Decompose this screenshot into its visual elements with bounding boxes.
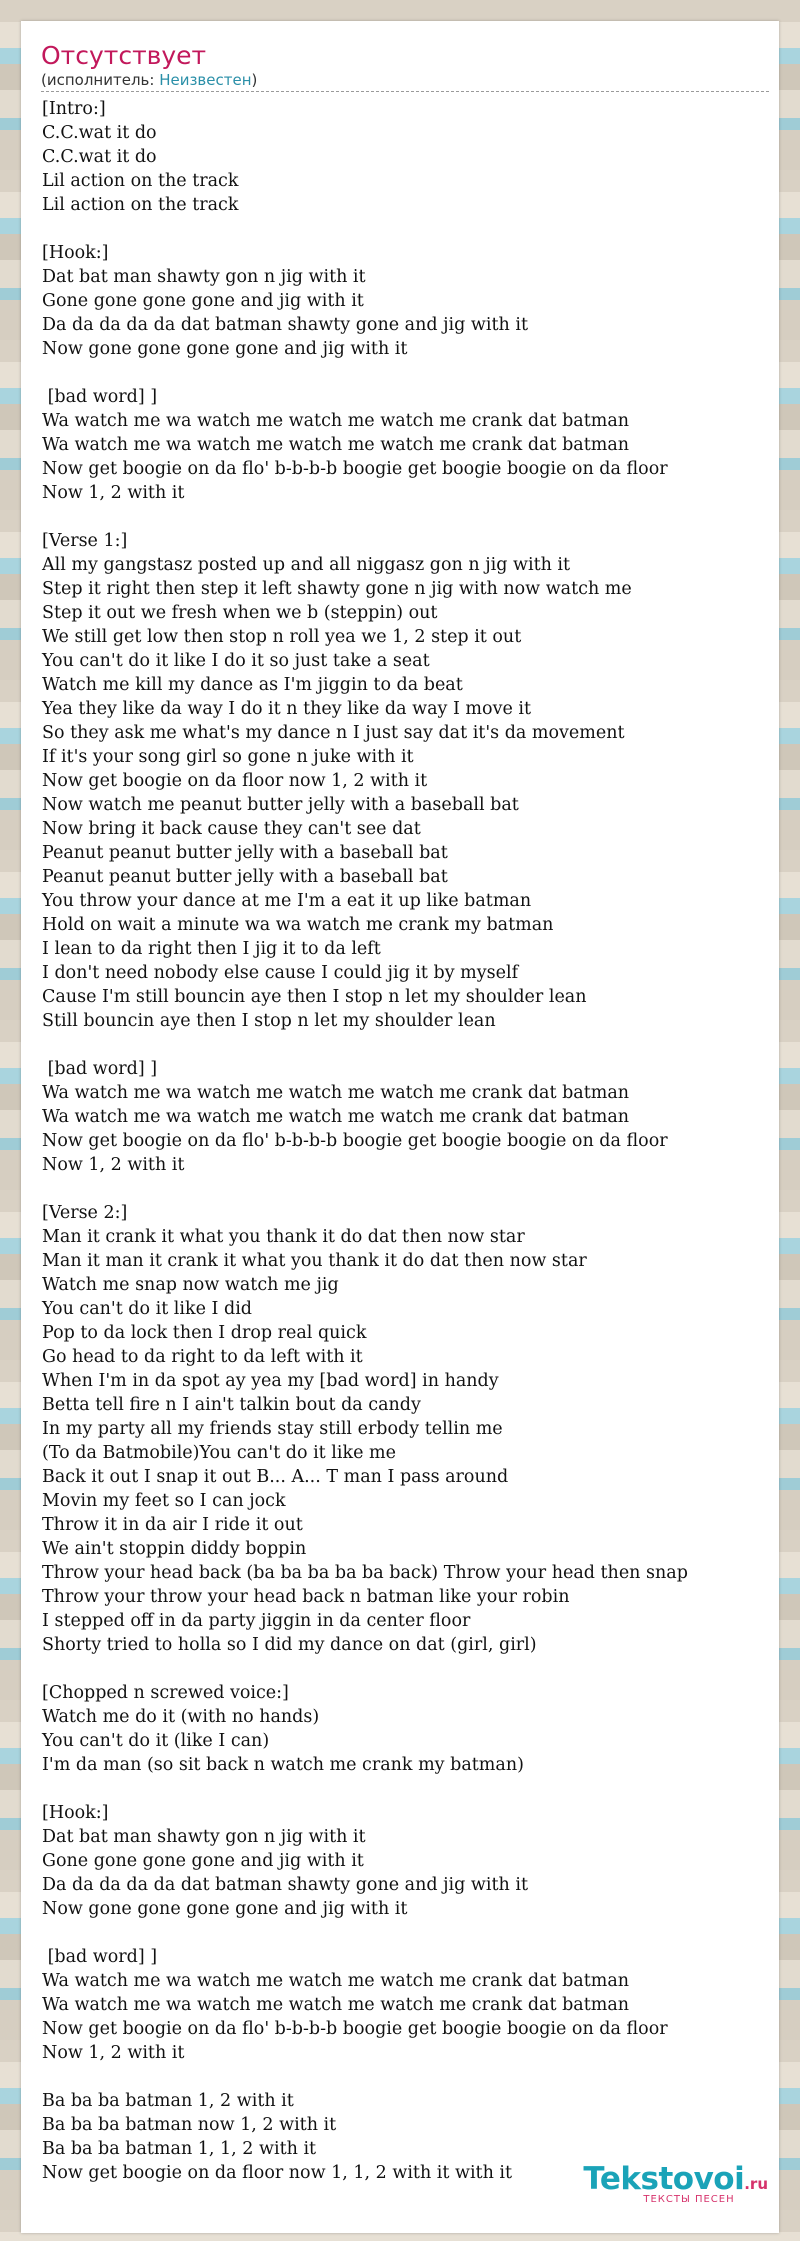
lyrics-line: Ba ba ba batman now 1, 2 with it: [42, 2115, 337, 2135]
lyrics-line: Wa watch me wa watch me watch me watch me crank dat batman: [42, 1971, 630, 1991]
logo-tagline: ТЕКСТЫ ПЕСЕН: [643, 2194, 735, 2205]
lyrics-line: Da da da da da dat batman shawty gone and jig with it: [42, 315, 528, 335]
site-logo[interactable]: [583, 2163, 768, 2205]
lyrics-line: Ba ba ba batman 1, 1, 2 with it: [42, 2139, 317, 2159]
lyrics-line: Back it out I snap it out B... A... T man I pass around: [42, 1467, 509, 1487]
lyrics-line: I lean to da right then I jig it to da left: [42, 939, 381, 959]
performer-suffix: ): [251, 71, 258, 89]
lyrics-line: Watch me kill my dance as I'm jiggin to da beat: [42, 675, 463, 695]
lyrics-line: [42, 1177, 777, 1201]
lyrics-line: Step it out we fresh when we b (steppin) out: [42, 603, 438, 623]
lyrics-card: [21, 21, 779, 2233]
lyrics-line: You throw your dance at me I'm a eat it up like batman: [42, 891, 532, 911]
lyrics-line: [bad word] ]: [42, 1947, 158, 1967]
lyrics-line: All my gangstasz posted up and all niggasz gon n jig with it: [42, 555, 571, 575]
lyrics-line: Go head to da right to da left with it: [42, 1347, 363, 1367]
lyrics-line: [42, 1033, 777, 1057]
lyrics-line: You can't do it (like I can): [42, 1731, 270, 1751]
lyrics-line: [Chopped n screwed voice:]: [42, 1683, 289, 1703]
lyrics-line: In my party all my friends stay still erbody tellin me: [42, 1419, 503, 1439]
lyrics-line: So they ask me what's my dance n I just say dat it's da movement: [42, 723, 625, 743]
lyrics-line: C.C.wat it do: [42, 123, 157, 143]
lyrics-line: [42, 2065, 777, 2089]
lyrics-line: Dat bat man shawty gon n jig with it: [42, 267, 366, 287]
lyrics-line: [Verse 2:]: [42, 1203, 128, 1223]
lyrics-line: I don't need nobody else cause I could jig it by myself: [42, 963, 519, 983]
lyrics-line: Now gone gone gone gone and jig with it: [42, 339, 408, 359]
lyrics-line: Throw it in da air I ride it out: [42, 1515, 303, 1535]
lyrics-line: Now get boogie on da flo' b-b-b-b boogie get boogie boogie on da floor: [42, 459, 668, 479]
lyrics-line: [bad word] ]: [42, 1059, 158, 1079]
lyrics-line: Wa watch me wa watch me watch me watch me crank dat batman: [42, 435, 630, 455]
lyrics-line: Lil action on the track: [42, 171, 239, 191]
lyrics-line: Now watch me peanut butter jelly with a baseball bat: [42, 795, 519, 815]
lyrics-line: Now get boogie on da floor now 1, 2 with it: [42, 771, 428, 791]
lyrics-line: [42, 1921, 777, 1945]
lyrics-line: I'm da man (so sit back n watch me crank my batman): [42, 1755, 524, 1775]
lyrics-line: Gone gone gone gone and jig with it: [42, 1851, 364, 1871]
lyrics-line: [42, 505, 777, 529]
lyrics-line: Now 1, 2 with it: [42, 483, 185, 503]
lyrics-line: Peanut peanut butter jelly with a baseball bat: [42, 843, 448, 863]
lyrics-line: [Intro:]: [42, 99, 106, 119]
lyrics-line: Shorty tried to holla so I did my dance on dat (girl, girl): [42, 1635, 537, 1655]
lyrics-line: When I'm in da spot ay yea my [bad word] in handy: [42, 1371, 499, 1391]
lyrics-line: We ain't stoppin diddy boppin: [42, 1539, 307, 1559]
logo-name: Tekstovoi: [583, 2161, 745, 2197]
lyrics-line: [42, 1657, 777, 1681]
lyrics-line: (To da Batmobile)You can't do it like me: [42, 1443, 396, 1463]
performer-line: [41, 70, 769, 92]
lyrics-line: We still get low then stop n roll yea we 1, 2 step it out: [42, 627, 522, 647]
logo-suffix: .ru: [744, 2175, 768, 2193]
lyrics-line: Step it right then step it left shawty gone n jig with now watch me: [42, 579, 632, 599]
lyrics-line: [bad word] ]: [42, 387, 158, 407]
lyrics-line: Throw your throw your head back n batman like your robin: [42, 1587, 570, 1607]
lyrics-line: [42, 361, 777, 385]
lyrics-line: Pop to da lock then I drop real quick: [42, 1323, 367, 1343]
lyrics-line: Wa watch me wa watch me watch me watch me crank dat batman: [42, 1995, 630, 2015]
lyrics-line: [Hook:]: [42, 1803, 109, 1823]
lyrics-line: Now get boogie on da flo' b-b-b-b boogie get boogie boogie on da floor: [42, 2019, 668, 2039]
lyrics-line: If it's your song girl so gone n juke with it: [42, 747, 414, 767]
lyrics-line: Now 1, 2 with it: [42, 1155, 185, 1175]
lyrics-line: Watch me snap now watch me jig: [42, 1275, 339, 1295]
lyrics-line: Da da da da da dat batman shawty gone and jig with it: [42, 1875, 528, 1895]
lyrics-line: Now get boogie on da flo' b-b-b-b boogie get boogie boogie on da floor: [42, 1131, 668, 1151]
lyrics-line: [42, 1777, 777, 1801]
lyrics-line: Yea they like da way I do it n they like da way I move it: [42, 699, 532, 719]
lyrics-line: [42, 217, 777, 241]
lyrics-line: Watch me do it (with no hands): [42, 1707, 320, 1727]
lyrics-line: Now bring it back cause they can't see dat: [42, 819, 421, 839]
lyrics-line: Betta tell fire n I ain't talkin bout da candy: [42, 1395, 421, 1415]
lyrics-line: Dat bat man shawty gon n jig with it: [42, 1827, 366, 1847]
lyrics-line: Lil action on the track: [42, 195, 239, 215]
lyrics-line: Hold on wait a minute wa wa watch me crank my batman: [42, 915, 554, 935]
lyrics-line: Man it man it crank it what you thank it do dat then now star: [42, 1251, 587, 1271]
lyrics-line: Man it crank it what you thank it do dat then now star: [42, 1227, 525, 1247]
song-title: Отсутствует: [41, 41, 207, 70]
lyrics-line: Wa watch me wa watch me watch me watch me crank dat batman: [42, 1107, 630, 1127]
lyrics-line: Ba ba ba batman 1, 2 with it: [42, 2091, 294, 2111]
lyrics-line: Now gone gone gone gone and jig with it: [42, 1899, 408, 1919]
lyrics-text: [42, 97, 777, 2185]
lyrics-line: Still bouncin aye then I stop n let my shoulder lean: [42, 1011, 496, 1031]
lyrics-line: Now 1, 2 with it: [42, 2043, 185, 2063]
lyrics-line: Movin my feet so I can jock: [42, 1491, 286, 1511]
lyrics-line: I stepped off in da party jiggin in da center floor: [42, 1611, 471, 1631]
performer-link[interactable]: Неизвестен: [159, 71, 252, 89]
performer-prefix: (исполнитель:: [41, 71, 160, 89]
lyrics-line: Wa watch me wa watch me watch me watch me crank dat batman: [42, 411, 630, 431]
lyrics-line: [Verse 1:]: [42, 531, 128, 551]
lyrics-line: Cause I'm still bouncin aye then I stop n let my shoulder lean: [42, 987, 587, 1007]
lyrics-line: You can't do it like I do it so just take a seat: [42, 651, 430, 671]
lyrics-line: Now get boogie on da floor now 1, 1, 2 with it with it: [42, 2163, 513, 2183]
lyrics-line: You can't do it like I did: [42, 1299, 252, 1319]
lyrics-line: C.C.wat it do: [42, 147, 157, 167]
lyrics-line: Throw your head back (ba ba ba ba ba back) Throw your head then snap: [42, 1563, 688, 1583]
lyrics-line: Wa watch me wa watch me watch me watch me crank dat batman: [42, 1083, 630, 1103]
lyrics-line: Peanut peanut butter jelly with a baseball bat: [42, 867, 448, 887]
lyrics-line: Gone gone gone gone and jig with it: [42, 291, 364, 311]
lyrics-line: [Hook:]: [42, 243, 109, 263]
